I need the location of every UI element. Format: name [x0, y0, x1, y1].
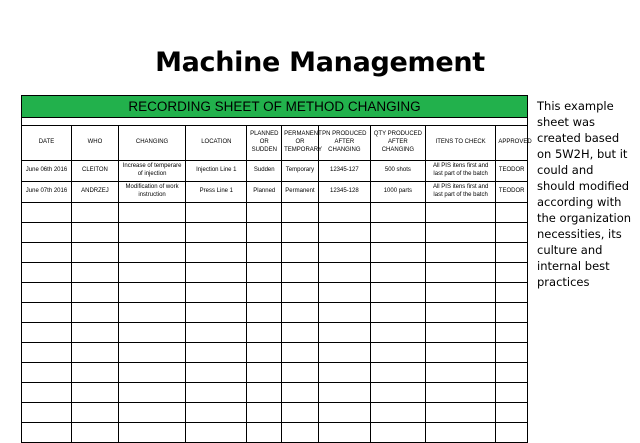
empty-row [22, 363, 528, 383]
empty-cell [118, 343, 185, 363]
empty-cell [425, 423, 495, 443]
empty-cell [22, 203, 72, 223]
table-cell[interactable]: ANDRZEJ [71, 182, 118, 203]
empty-cell [425, 323, 495, 343]
empty-cell [247, 423, 282, 443]
empty-cell [247, 343, 282, 363]
column-header: WHO [71, 126, 118, 161]
empty-row [22, 283, 528, 303]
empty-cell [370, 203, 425, 223]
empty-cell [282, 383, 319, 403]
empty-cell [425, 223, 495, 243]
empty-cell [186, 363, 247, 383]
empty-cell [186, 303, 247, 323]
empty-cell [22, 283, 72, 303]
empty-cell [71, 403, 118, 423]
empty-cell [247, 243, 282, 263]
empty-cell [370, 363, 425, 383]
empty-cell [282, 343, 319, 363]
empty-cell [247, 403, 282, 423]
empty-row [22, 383, 528, 403]
empty-cell [496, 263, 528, 283]
empty-cell [118, 383, 185, 403]
empty-cell [318, 223, 370, 243]
table-cell[interactable]: 500 shots [370, 161, 425, 182]
empty-cell [186, 423, 247, 443]
table-cell[interactable]: Increase of temperare of injection [118, 161, 185, 182]
empty-cell [282, 243, 319, 263]
empty-cell [282, 363, 319, 383]
empty-cell [425, 203, 495, 223]
empty-cell [247, 283, 282, 303]
empty-row [22, 223, 528, 243]
table-row [22, 161, 528, 182]
empty-cell [282, 303, 319, 323]
empty-cell [118, 203, 185, 223]
table-cell[interactable]: 12345-127 [318, 161, 370, 182]
empty-row [22, 403, 528, 423]
empty-cell [186, 203, 247, 223]
table-cell[interactable]: Planned [247, 182, 282, 203]
empty-cell [496, 343, 528, 363]
empty-cell [247, 363, 282, 383]
empty-cell [282, 323, 319, 343]
empty-cell [318, 363, 370, 383]
method-change-sheet [21, 95, 532, 443]
empty-row [22, 323, 528, 343]
empty-cell [71, 323, 118, 343]
column-header: ITENS TO CHECK [425, 126, 495, 161]
empty-cell [282, 263, 319, 283]
table-cell[interactable]: Injection Line 1 [186, 161, 247, 182]
column-header: DATE [22, 126, 72, 161]
empty-cell [247, 323, 282, 343]
empty-cell [425, 363, 495, 383]
empty-cell [282, 203, 319, 223]
empty-cell [118, 363, 185, 383]
empty-cell [282, 223, 319, 243]
empty-cell [22, 303, 72, 323]
empty-cell [118, 223, 185, 243]
empty-cell [282, 283, 319, 303]
empty-cell [186, 263, 247, 283]
side-note: This example sheet was created based on 5W2H, but it could and should modified according with the organization necessities, its culture and internal best practices [537, 99, 632, 289]
empty-cell [71, 223, 118, 243]
empty-cell [71, 243, 118, 263]
empty-cell [247, 223, 282, 243]
table-cell[interactable]: Press Line 1 [186, 182, 247, 203]
table-cell[interactable]: CLEITON [71, 161, 118, 182]
empty-cell [118, 303, 185, 323]
empty-cell [186, 403, 247, 423]
empty-cell [370, 403, 425, 423]
empty-cell [425, 383, 495, 403]
empty-cell [22, 323, 72, 343]
table-cell[interactable]: Temporary [282, 161, 319, 182]
table-row [22, 182, 528, 203]
column-header: CHANGING [118, 126, 185, 161]
empty-cell [186, 243, 247, 263]
empty-cell [370, 343, 425, 363]
empty-cell [318, 203, 370, 223]
empty-cell [425, 243, 495, 263]
table-cell[interactable]: Permanent [282, 182, 319, 203]
empty-cell [318, 303, 370, 323]
empty-cell [118, 323, 185, 343]
empty-cell [318, 323, 370, 343]
empty-cell [22, 263, 72, 283]
sheet-banner: RECORDING SHEET OF METHOD CHANGING [22, 96, 528, 118]
empty-cell [247, 263, 282, 283]
empty-cell [71, 263, 118, 283]
empty-cell [496, 323, 528, 343]
empty-cell [370, 303, 425, 323]
empty-row [22, 203, 528, 223]
empty-cell [71, 383, 118, 403]
table-cell[interactable]: 1000 parts [370, 182, 425, 203]
column-header: QTY PRODUCED AFTER CHANGING [370, 126, 425, 161]
empty-cell [496, 403, 528, 423]
empty-cell [186, 343, 247, 363]
empty-cell [71, 423, 118, 443]
empty-cell [22, 363, 72, 383]
empty-cell [318, 343, 370, 363]
empty-cell [247, 383, 282, 403]
empty-cell [425, 263, 495, 283]
table-cell[interactable]: Modification of work instruction [118, 182, 185, 203]
empty-cell [186, 283, 247, 303]
table-cell[interactable]: TEODOR [496, 182, 528, 203]
empty-cell [186, 323, 247, 343]
empty-cell [71, 283, 118, 303]
column-header: PLANNED OR SUDDEN [247, 126, 282, 161]
table-cell[interactable]: All PIS itens first and last part of the batch [425, 161, 495, 182]
column-header: LOCATION [186, 126, 247, 161]
empty-cell [318, 403, 370, 423]
page-title: Machine Management [155, 47, 485, 78]
empty-cell [282, 423, 319, 443]
empty-cell [496, 383, 528, 403]
empty-cell [247, 203, 282, 223]
table-cell[interactable]: Sudden [247, 161, 282, 182]
empty-cell [496, 283, 528, 303]
empty-cell [71, 303, 118, 323]
empty-row [22, 303, 528, 323]
empty-cell [318, 243, 370, 263]
empty-cell [425, 403, 495, 423]
empty-cell [496, 223, 528, 243]
empty-cell [282, 403, 319, 423]
empty-cell [71, 203, 118, 223]
empty-cell [22, 343, 72, 363]
empty-row [22, 423, 528, 443]
empty-cell [118, 263, 185, 283]
column-header: APPROVED [496, 126, 528, 161]
empty-row [22, 243, 528, 263]
empty-cell [496, 363, 528, 383]
empty-cell [370, 263, 425, 283]
header-row [22, 126, 528, 161]
empty-cell [370, 383, 425, 403]
empty-cell [71, 343, 118, 363]
empty-cell [118, 243, 185, 263]
empty-cell [370, 423, 425, 443]
column-header: PERMANENT OR TEMPORARY [282, 126, 319, 161]
empty-cell [496, 303, 528, 323]
empty-cell [370, 243, 425, 263]
empty-cell [118, 283, 185, 303]
empty-cell [22, 243, 72, 263]
empty-row [22, 263, 528, 283]
empty-cell [318, 263, 370, 283]
table-cell[interactable]: TEODOR [496, 161, 528, 182]
empty-cell [118, 423, 185, 443]
table-cell[interactable]: June 07th 2016 [22, 182, 72, 203]
column-header: PN PRODUCED AFTER CHANGING [318, 126, 370, 161]
table-cell[interactable]: June 06th 2016 [22, 161, 72, 182]
empty-cell [496, 243, 528, 263]
empty-cell [370, 323, 425, 343]
spacer-row [22, 118, 528, 126]
empty-cell [118, 403, 185, 423]
empty-cell [22, 423, 72, 443]
empty-cell [370, 223, 425, 243]
empty-cell [247, 303, 282, 323]
empty-cell [22, 403, 72, 423]
empty-row [22, 343, 528, 363]
empty-cell [370, 283, 425, 303]
empty-cell [71, 363, 118, 383]
empty-cell [496, 423, 528, 443]
empty-cell [496, 203, 528, 223]
empty-cell [186, 223, 247, 243]
empty-cell [425, 343, 495, 363]
empty-cell [425, 283, 495, 303]
table-cell[interactable]: All PIS itens first and last part of the batch [425, 182, 495, 203]
empty-cell [22, 383, 72, 403]
empty-cell [318, 383, 370, 403]
empty-cell [318, 283, 370, 303]
empty-cell [186, 383, 247, 403]
empty-cell [318, 423, 370, 443]
empty-cell [425, 303, 495, 323]
table-cell[interactable]: 12345-128 [318, 182, 370, 203]
empty-cell [22, 223, 72, 243]
